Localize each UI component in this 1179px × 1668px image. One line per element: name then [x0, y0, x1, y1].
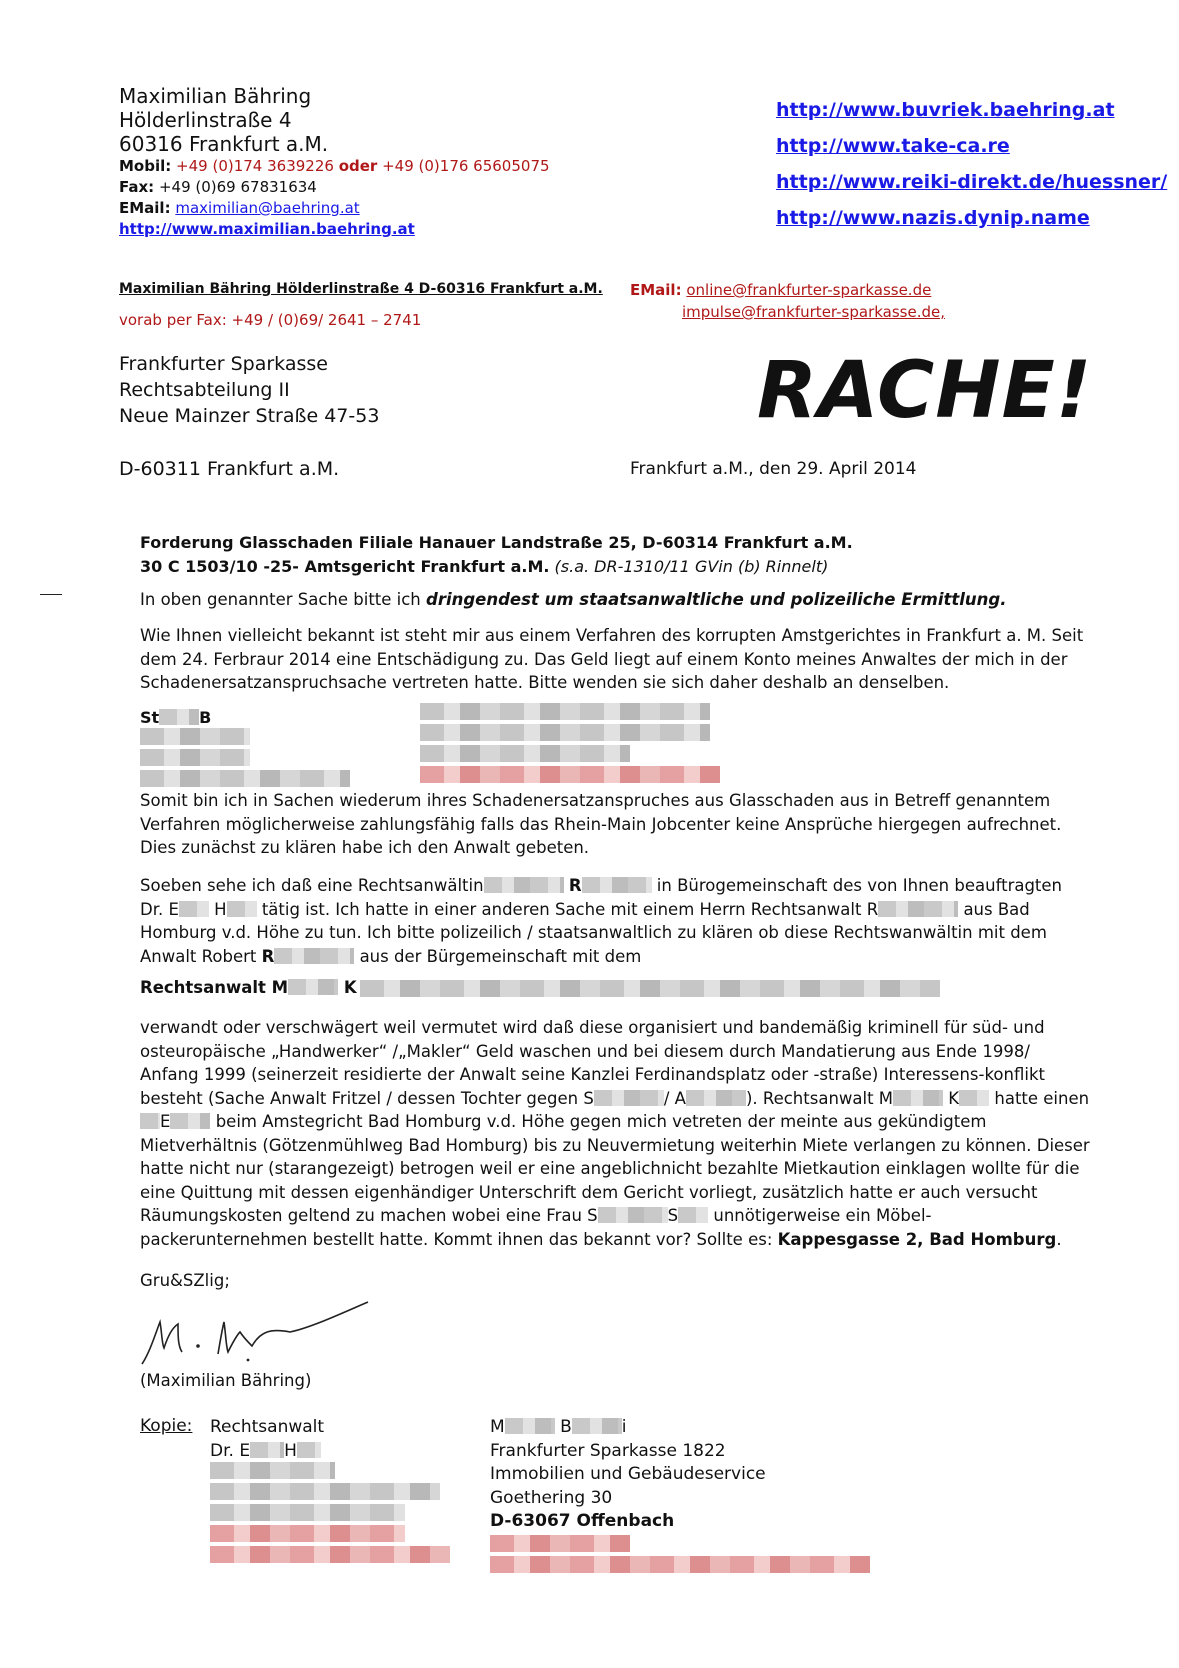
copy-right-1a: M	[490, 1417, 505, 1437]
copy-right-line-2: Frankfurter Sparkasse 1822	[490, 1440, 726, 1461]
p4-d: K	[948, 1088, 960, 1108]
copy-right-line-4: Goethering 30	[490, 1487, 613, 1508]
p4-e: hatte einen	[994, 1088, 1090, 1108]
subject-case-number: 30 C 1503/10 -25- Amtsgericht Frankfurt a.M.	[140, 557, 550, 576]
weblink-3[interactable]: http://www.reiki-direkt.de/huessner/	[776, 171, 1168, 193]
recipient-email-block	[630, 279, 945, 323]
redaction	[170, 1113, 210, 1129]
paragraph-allegations	[140, 1016, 1090, 1251]
email-label: EMail:	[119, 199, 171, 217]
recipient-email-label: EMail:	[630, 281, 682, 299]
redacted-address-name	[140, 708, 211, 727]
copy-right-1b: B	[560, 1417, 572, 1437]
copy-left-line-2	[210, 1440, 324, 1464]
sender-fax	[119, 177, 550, 198]
redaction	[878, 901, 958, 917]
redacted-address-left	[140, 728, 350, 791]
copy-label: Kopie:	[140, 1416, 193, 1436]
paragraph-lawyer	[140, 874, 1090, 968]
p0-emphasis: dringendest um staatsanwaltliche und polizeiliche Ermittlung.	[426, 590, 1007, 609]
redaction	[598, 1207, 668, 1223]
recipient-address	[119, 351, 379, 429]
addr-name-b: B	[199, 708, 212, 727]
redaction	[484, 877, 564, 893]
weblink-4[interactable]: http://www.nazis.dynip.name	[776, 207, 1090, 229]
p3-d: H	[214, 899, 227, 919]
p4-f: E	[160, 1112, 171, 1131]
recipient-line-2: Rechtsabteilung II	[119, 379, 290, 401]
redaction	[959, 1090, 989, 1106]
sender-city: 60316 Frankfurt a.M.	[119, 132, 329, 156]
redaction	[159, 709, 199, 725]
recipient-email-1[interactable]: online@frankfurter-sparkasse.de	[686, 281, 932, 299]
greeting: Gru&SZlig;	[140, 1271, 230, 1290]
p4-k: .	[1056, 1229, 1062, 1249]
sender-block	[119, 84, 550, 240]
subject-line-2	[140, 555, 853, 579]
redacted-copy-left-address	[210, 1462, 450, 1567]
weblinks	[776, 92, 1167, 236]
redaction	[678, 1207, 708, 1223]
redacted-copy-right-contact	[490, 1535, 870, 1577]
weblink-2[interactable]: http://www.take-ca.re	[776, 135, 1010, 157]
signature	[140, 1292, 370, 1376]
fax-in-advance-line: vorab per Fax: +49 / (0)69/ 2641 – 2741	[119, 311, 422, 329]
copy-left-2a: Dr. E	[210, 1440, 251, 1461]
mobile-number-2: +49 (0)176 65605075	[382, 157, 550, 175]
p4-g: beim Amstegricht Bad Homburg v.d. Höhe gegen mich vetreten der meinte aus gekündigtem Mietverhältnis (Götzenmühlweg Bad Homburg) bis zu Neuvermietung weiterhin Miete verlangen zu können. Dieser hatte nicht nur (starangezeigt) betrogen weil er eine angeblichnicht bezahlte Mietkaution einklagen wollte für die eine Quittung mit dessen eigenhändiger Unterschrift dem Gericht vorliegt, zusätzlich hatte er auch versucht Räumungskosten geltend zu machen wobei eine Frau S	[140, 1112, 1090, 1225]
weblink-1[interactable]: http://www.buvriek.baehring.at	[776, 99, 1115, 121]
p3-h: aus der Bürgemeinschaft mit dem	[359, 946, 642, 966]
redaction	[250, 1442, 284, 1458]
p4-address: Kappesgasse 2, Bad Homburg	[777, 1229, 1057, 1249]
ra-a: Rechtsanwalt M	[140, 978, 289, 997]
paragraph-solvency: Somit bin ich in Sachen wiederum ihres Schadenersatzanspruches aus Glasschaden aus in Betreff genanntem Verfahren möglicherweise zahlungsfähig falls das Rhein-Main Jobcenter keine Ansprüche hiergegen aufrechnet. Dies zunächst zu klären habe ich den Anwalt gebeten.	[140, 791, 1062, 857]
sender-mobile	[119, 156, 550, 177]
p4-a: verwandt oder verschwägert weil vermutet wird daß diese organisiert und bandemäßig kriminell für süd- und osteuropäische „Handwerker“ /„Makler“ Geld waschen und bei diesem durch Mandatierung aus Ende 1998/ Anfang 1999 (seinerzeit residierte der Anwalt seine Kanzlei Ferdinandsplatz oder -straße) Interessens-konflikt besteht (Sache Anwalt Fritzel / dessen Tochter gegen S	[140, 1018, 1045, 1108]
sender-email-link[interactable]: maximilian@baehring.at	[175, 199, 360, 217]
redaction	[274, 948, 354, 964]
addr-name-a: St	[140, 708, 160, 727]
sender-website	[119, 219, 550, 240]
return-address-line: Maximilian Bähring Hölderlinstraße 4 D-60316 Frankfurt a.M.	[119, 281, 603, 297]
paragraph-request	[140, 588, 1090, 612]
paragraph-compensation: Wie Ihnen vielleicht bekannt ist steht mir aus einem Verfahren des korrupten Amstgerichtes in Frankfurt a. M. Seit dem 24. Ferbraur 2014 eine Entschädigung zu. Das Geld liegt auf einem Konto meines Anwaltes der mich in der Schadenersatzanspruchsache vertreten hatte. Bitte wenden sie sich daher deshalb an denselben.	[140, 626, 1084, 692]
redaction	[227, 901, 257, 917]
sender-name: Maximilian Bähring	[119, 84, 312, 108]
mobile-or: oder	[338, 157, 378, 175]
copy-recipient-right	[490, 1416, 766, 1534]
p0-text: In oben genannter Sache bitte ich	[140, 590, 427, 609]
p4-h: S	[667, 1206, 679, 1225]
redaction	[288, 979, 338, 995]
p4-b: / A	[663, 1088, 686, 1108]
copy-right-line-3: Immobilien und Gebäudeservice	[490, 1464, 766, 1484]
redaction	[572, 1418, 622, 1434]
date-line: Frankfurt a.M., den 29. April 2014	[630, 459, 917, 479]
p3-e: tätig ist. Ich hatte in einer anderen Sache mit einem Herrn Rechtsanwalt R	[261, 899, 879, 919]
fold-mark	[40, 594, 62, 595]
subject-line-1: Forderung Glasschaden Filiale Hanauer Landstraße 25, D-60314 Frankfurt a.M.	[140, 533, 853, 552]
mobile-number-1: +49 (0)174 3639226	[176, 157, 334, 175]
p4-c: ). Rechtsanwalt M	[745, 1088, 894, 1108]
p3-a: Soeben sehe ich daß eine Rechtsanwältin	[140, 876, 484, 895]
redaction	[297, 1442, 321, 1458]
copy-right-line-1	[490, 1416, 766, 1440]
redaction	[140, 1113, 160, 1129]
redacted-address-right	[420, 703, 720, 787]
ra-b: K	[343, 978, 357, 997]
copy-recipient-left	[210, 1416, 324, 1463]
redaction	[179, 901, 209, 917]
redaction	[686, 1090, 746, 1106]
copy-left-2b: H	[284, 1440, 297, 1461]
headline: RACHE!	[757, 346, 1093, 436]
recipient-email-2[interactable]: impulse@frankfurter-sparkasse.de,	[682, 303, 945, 321]
signature-drawing	[140, 1292, 370, 1372]
mobile-label: Mobil:	[119, 157, 172, 175]
p4-i: unnötigerweise ein Möbel-packerunternehmen bestellt hatte. Kommt ihnen das bekannt vor? Sollte es:	[140, 1206, 932, 1249]
sender-email	[119, 198, 550, 219]
recipient-line-1: Frankfurter Sparkasse	[119, 353, 328, 375]
p3-b: R	[568, 876, 582, 895]
redacted-lawyer-address	[360, 980, 940, 1001]
redaction	[582, 877, 652, 893]
sender-street: Hölderlinstraße 4	[119, 108, 292, 132]
p3-c: in Bürogemeinschaft des von Ihnen beauftragten Dr. E	[140, 876, 1063, 919]
redaction	[893, 1090, 943, 1106]
signatory-name: (Maximilian Bähring)	[140, 1371, 312, 1390]
p3-g: R	[261, 946, 275, 966]
fax-number: +49 (0)69 67831634	[158, 178, 317, 196]
subject-case-note: (s.a. DR-1310/11 GVin (b) Rinnelt)	[554, 557, 829, 576]
recipient-line-3: Neue Mainzer Straße 47-53	[119, 405, 380, 427]
fax-label: Fax:	[119, 178, 155, 196]
redaction	[505, 1418, 555, 1434]
sender-website-link[interactable]: http://www.maximilian.baehring.at	[119, 220, 415, 238]
copy-left-line-1: Rechtsanwalt	[210, 1417, 325, 1437]
p3-f: aus Bad Homburg v.d. Höhe zu tun. Ich bitte polizeilich / staatsanwaltlich zu klären ob diese Rechtswanwältin mit dem Anwalt Robert	[140, 899, 1047, 966]
redaction	[594, 1090, 664, 1106]
copy-right-1c: i	[621, 1417, 627, 1437]
subject-block	[140, 531, 853, 579]
lawyer-line	[140, 978, 357, 997]
recipient-city: D-60311 Frankfurt a.M.	[119, 458, 340, 480]
copy-right-line-5: D-63067 Offenbach	[490, 1511, 675, 1531]
